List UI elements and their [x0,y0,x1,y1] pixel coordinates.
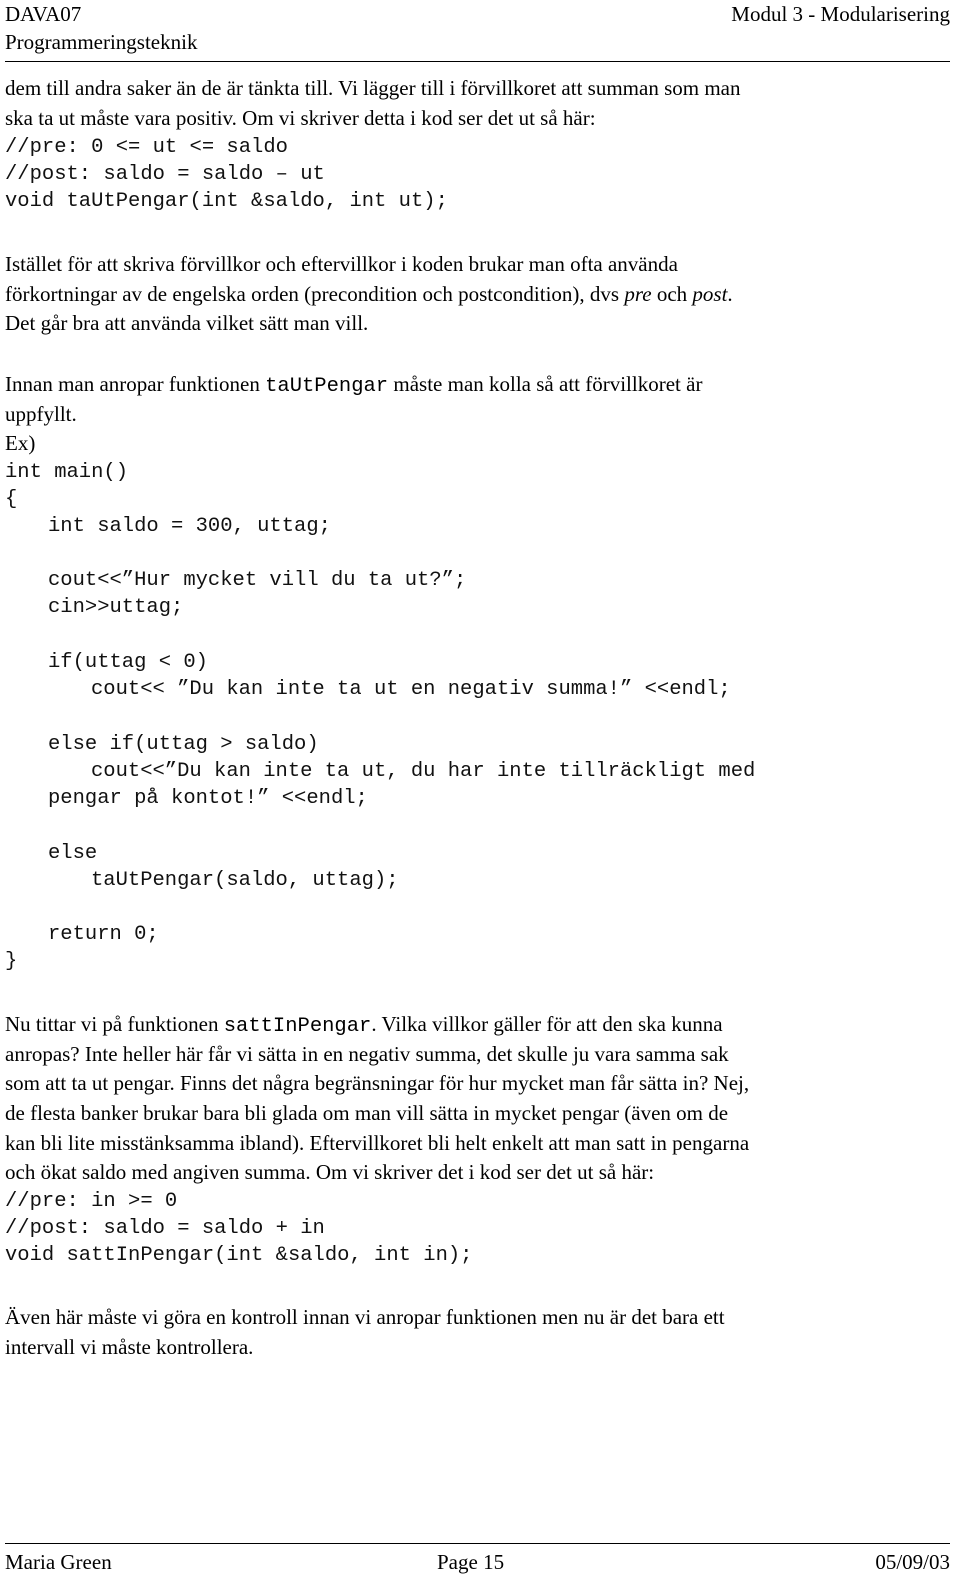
inline-code: sattInPengar [223,1015,372,1038]
paragraph-line [5,280,948,308]
text-span: Innan man anropar funktionen [5,372,266,396]
code-line: int saldo = 300, uttag; [48,515,331,538]
paragraph-line: Istället för att skriva förvillkor och eftervillkor i koden brukar man ofta använda [5,252,678,276]
text-span: måste man kolla så att förvillkoret är [388,372,703,396]
code-line: void taUtPengar(int &saldo, int ut); [5,190,448,213]
footer-date: 05/09/03 [875,1550,950,1574]
code-line: { [5,488,18,511]
code-line: cout<<”Hur mycket vill du ta ut?”; [48,569,467,592]
text-span: och [651,282,693,306]
paragraph-line: Det går bra att använda vilket sätt man vill. [5,311,369,335]
code-line: pengar på kontot!” <<endl; [48,787,368,810]
code-line: void sattInPengar(int &saldo, int in); [5,1244,473,1267]
paragraph-line: Även här måste vi göra en kontroll innan vi anropar funktionen men nu är det bara ett [5,1305,725,1329]
paragraph-line: anropas? Inte heller här får vi sätta in en negativ summa, det skulle ju vara samma sak [5,1042,729,1066]
code-line: //post: saldo = saldo – ut [5,163,325,186]
code-line: //post: saldo = saldo + in [5,1217,325,1240]
text-span: . Vilka villkor gäller för att den ska kunna [371,1012,723,1036]
header-rule [5,61,950,62]
footer-page-number: Page 15 [437,1550,505,1574]
code-line: cout<< ”Du kan inte ta ut en negativ summa!” <<endl; [91,678,731,701]
inline-code: taUtPengar [265,375,389,398]
module-title: Modul 3 - Modularisering [731,2,950,26]
text-span: förkortningar av de engelska orden (precondition och postcondition), dvs [5,282,625,306]
code-line: else if(uttag > saldo) [48,733,319,756]
code-line: int main() [5,461,129,484]
code-line: else [48,842,98,865]
paragraph-line: kan bli lite misstänksamma ibland). Eftervillkoret bli helt enkelt att man satt in pengarna [5,1131,750,1155]
italic-term-pre: pre [624,282,652,306]
code-line: cout<<”Du kan inte ta ut, du har inte tillräckligt med [91,760,756,783]
footer-author: Maria Green [5,1550,112,1574]
code-line: //pre: 0 <= ut <= saldo [5,136,288,159]
paragraph-line: dem till andra saker än de är tänkta till. Vi lägger till i förvillkoret att summan som man [5,76,741,100]
italic-term-post: post [692,282,728,306]
example-label: Ex) [5,431,36,455]
footer-rule [5,1543,950,1544]
paragraph-line: de flesta banker brukar bara bli glada om man vill sätta in mycket pengar (även om de [5,1101,729,1125]
code-line: if(uttag < 0) [48,651,208,674]
code-line: taUtPengar(saldo, uttag); [91,869,399,892]
paragraph-line: som att ta ut pengar. Finns det några begränsningar för hur mycket man får sätta in? Nej, [5,1071,750,1095]
paragraph-line [5,1010,948,1041]
course-code: DAVA07 [5,2,82,26]
code-line: cin>>uttag; [48,596,184,619]
page-footer [5,1546,950,1582]
course-name: Programmeringsteknik [5,30,198,54]
code-line: } [5,950,18,973]
paragraph-line: intervall vi måste kontrollera. [5,1335,254,1359]
code-line: //pre: in >= 0 [5,1190,178,1213]
paragraph-line: ska ta ut måste vara positiv. Om vi skriver detta i kod ser det ut så här: [5,106,596,130]
paragraph-line: och ökat saldo med angiven summa. Om vi skriver det i kod ser det ut så här: [5,1160,655,1184]
paragraph-line [5,370,948,401]
page-header [5,0,950,60]
text-span: . [727,282,733,306]
text-span: Nu tittar vi på funktionen [5,1012,224,1036]
paragraph-line: uppfyllt. [5,402,77,426]
code-line: return 0; [48,923,159,946]
